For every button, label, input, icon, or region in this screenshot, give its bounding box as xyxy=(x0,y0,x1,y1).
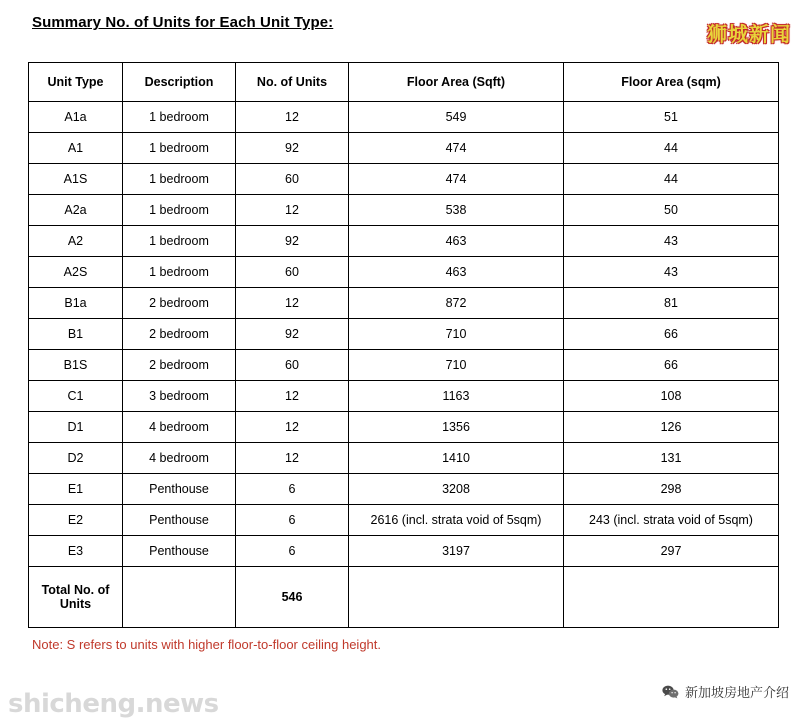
cell-unit-type: D2 xyxy=(29,443,123,474)
total-units-value: 546 xyxy=(236,567,349,628)
cell-unit-type: E1 xyxy=(29,474,123,505)
cell-unit-type: B1a xyxy=(29,288,123,319)
table-total-row xyxy=(29,567,779,628)
cell-unit-type: A1a xyxy=(29,102,123,133)
table-row xyxy=(29,443,779,474)
cell-floor-area-sqft: 710 xyxy=(349,319,564,350)
cell-floor-area-sqft: 1410 xyxy=(349,443,564,474)
cell-no-of-units: 6 xyxy=(236,474,349,505)
cell-floor-area-sqm: 243 (incl. strata void of 5sqm) xyxy=(564,505,779,536)
column-header-description: Description xyxy=(123,63,236,102)
cell-floor-area-sqm: 297 xyxy=(564,536,779,567)
wechat-account-name: 新加坡房地产介绍 xyxy=(684,685,789,700)
cell-floor-area-sqm: 81 xyxy=(564,288,779,319)
total-description-empty xyxy=(123,567,236,628)
site-brand: shicheng.news xyxy=(8,689,219,719)
cell-no-of-units: 92 xyxy=(236,226,349,257)
cell-no-of-units: 92 xyxy=(236,133,349,164)
cell-no-of-units: 6 xyxy=(236,505,349,536)
table-row xyxy=(29,319,779,350)
column-header-unit-type: Unit Type xyxy=(29,63,123,102)
column-header-floor-area-sqft: Floor Area (Sqft) xyxy=(349,63,564,102)
cell-floor-area-sqft: 538 xyxy=(349,195,564,226)
table-note: Note: S refers to units with higher floor-to-floor ceiling height. xyxy=(32,637,382,652)
cell-unit-type: D1 xyxy=(29,412,123,443)
cell-floor-area-sqm: 51 xyxy=(564,102,779,133)
total-label: Total No. of Units xyxy=(29,567,123,628)
cell-floor-area-sqft: 872 xyxy=(349,288,564,319)
cell-unit-type: B1 xyxy=(29,319,123,350)
table-row xyxy=(29,164,779,195)
cell-no-of-units: 12 xyxy=(236,195,349,226)
cell-floor-area-sqft: 3197 xyxy=(349,536,564,567)
cell-description: Penthouse xyxy=(123,505,236,536)
cell-floor-area-sqm: 108 xyxy=(564,381,779,412)
cell-no-of-units: 12 xyxy=(236,412,349,443)
cell-floor-area-sqm: 66 xyxy=(564,319,779,350)
cell-unit-type: A1 xyxy=(29,133,123,164)
cell-floor-area-sqm: 66 xyxy=(564,350,779,381)
cell-description: 1 bedroom xyxy=(123,133,236,164)
cell-no-of-units: 12 xyxy=(236,102,349,133)
cell-description: Penthouse xyxy=(123,474,236,505)
cell-unit-type: E2 xyxy=(29,505,123,536)
cell-floor-area-sqm: 43 xyxy=(564,257,779,288)
cell-description: 4 bedroom xyxy=(123,443,236,474)
cell-floor-area-sqft: 474 xyxy=(349,164,564,195)
cell-no-of-units: 60 xyxy=(236,257,349,288)
table-body xyxy=(29,102,779,567)
cell-no-of-units: 12 xyxy=(236,381,349,412)
cell-description: 2 bedroom xyxy=(123,350,236,381)
cell-description: Penthouse xyxy=(123,536,236,567)
cell-unit-type: A2 xyxy=(29,226,123,257)
cell-floor-area-sqft: 1356 xyxy=(349,412,564,443)
cell-description: 2 bedroom xyxy=(123,319,236,350)
cell-floor-area-sqm: 126 xyxy=(564,412,779,443)
table-row xyxy=(29,257,779,288)
cell-description: 1 bedroom xyxy=(123,257,236,288)
total-sqft-empty xyxy=(349,567,564,628)
table-row xyxy=(29,102,779,133)
cell-no-of-units: 6 xyxy=(236,536,349,567)
cell-floor-area-sqft: 463 xyxy=(349,257,564,288)
table-row xyxy=(29,288,779,319)
watermark-chinese: 狮城新闻 xyxy=(707,22,791,46)
cell-floor-area-sqm: 44 xyxy=(564,164,779,195)
cell-unit-type: E3 xyxy=(29,536,123,567)
cell-floor-area-sqft: 2616 (incl. strata void of 5sqm) xyxy=(349,505,564,536)
cell-no-of-units: 60 xyxy=(236,350,349,381)
cell-floor-area-sqft: 463 xyxy=(349,226,564,257)
table-row xyxy=(29,133,779,164)
table-row xyxy=(29,474,779,505)
cell-unit-type: B1S xyxy=(29,350,123,381)
cell-floor-area-sqft: 474 xyxy=(349,133,564,164)
table-row xyxy=(29,412,779,443)
cell-unit-type: A2S xyxy=(29,257,123,288)
table-header-row xyxy=(29,63,779,102)
cell-no-of-units: 92 xyxy=(236,319,349,350)
table-row xyxy=(29,505,779,536)
table-row xyxy=(29,381,779,412)
cell-floor-area-sqm: 43 xyxy=(564,226,779,257)
cell-description: 3 bedroom xyxy=(123,381,236,412)
column-header-floor-area-sqm: Floor Area (sqm) xyxy=(564,63,779,102)
wechat-footer xyxy=(662,682,789,701)
cell-floor-area-sqft: 710 xyxy=(349,350,564,381)
cell-floor-area-sqft: 549 xyxy=(349,102,564,133)
cell-no-of-units: 12 xyxy=(236,443,349,474)
cell-description: 1 bedroom xyxy=(123,226,236,257)
cell-floor-area-sqm: 50 xyxy=(564,195,779,226)
cell-description: 1 bedroom xyxy=(123,164,236,195)
cell-unit-type: C1 xyxy=(29,381,123,412)
cell-no-of-units: 60 xyxy=(236,164,349,195)
cell-no-of-units: 12 xyxy=(236,288,349,319)
cell-floor-area-sqft: 1163 xyxy=(349,381,564,412)
cell-description: 1 bedroom xyxy=(123,102,236,133)
cell-description: 2 bedroom xyxy=(123,288,236,319)
cell-floor-area-sqft: 3208 xyxy=(349,474,564,505)
total-sqm-empty xyxy=(564,567,779,628)
unit-summary-table xyxy=(28,62,779,628)
cell-description: 1 bedroom xyxy=(123,195,236,226)
table-row xyxy=(29,536,779,567)
table-row xyxy=(29,195,779,226)
column-header-no-of-units: No. of Units xyxy=(236,63,349,102)
cell-description: 4 bedroom xyxy=(123,412,236,443)
table-row xyxy=(29,350,779,381)
wechat-icon xyxy=(662,685,679,699)
cell-floor-area-sqm: 298 xyxy=(564,474,779,505)
cell-unit-type: A2a xyxy=(29,195,123,226)
table-row xyxy=(29,226,779,257)
page-title: Summary No. of Units for Each Unit Type: xyxy=(32,14,334,31)
cell-floor-area-sqm: 131 xyxy=(564,443,779,474)
cell-unit-type: A1S xyxy=(29,164,123,195)
cell-floor-area-sqm: 44 xyxy=(564,133,779,164)
